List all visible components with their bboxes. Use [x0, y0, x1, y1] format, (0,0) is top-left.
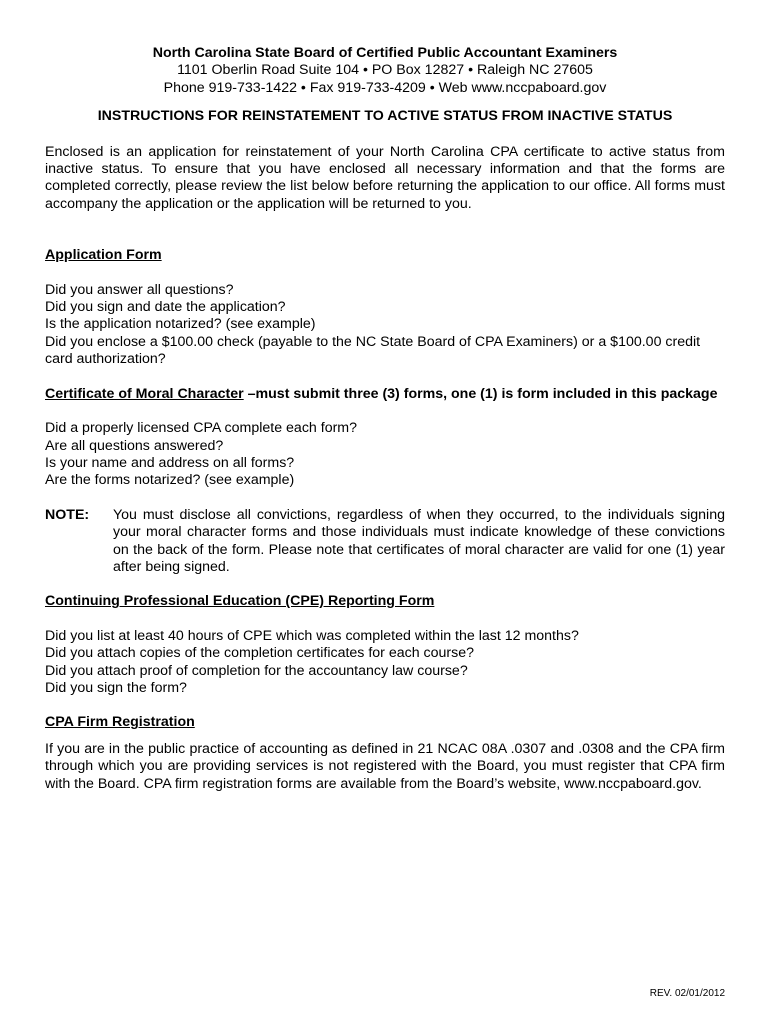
firm-registration-heading: CPA Firm Registration — [45, 714, 195, 731]
note-block — [45, 507, 725, 577]
list-item: Are all questions answered? — [45, 437, 224, 454]
list-item: Did a properly licensed CPA complete each form? — [45, 420, 358, 437]
cpe-heading: Continuing Professional Education (CPE) Reporting Form — [45, 593, 435, 610]
list-item: Did you attach proof of completion for the accountancy law course? — [45, 662, 468, 679]
letterhead — [45, 45, 725, 97]
list-item: Did you sign and date the application? — [45, 299, 286, 316]
revision-date: REV. 02/01/2012 — [649, 988, 725, 999]
firm-registration-text: If you are in the public practice of accounting as defined in 21 NCAC 08A .0307 and .0308 and the CPA firm through which you are providing services is not registered with the Board, you must register that CPA firm with the Board. CPA firm registration forms are available from the Board’s website, www.nccpaboard.gov. — [45, 740, 725, 792]
note-label: NOTE: — [45, 506, 90, 523]
list-item: Are the forms notarized? (see example) — [45, 472, 295, 489]
list-item: Did you list at least 40 hours of CPE which was completed within the last 12 months? — [45, 627, 579, 644]
list-item: Is the application notarized? (see example) — [45, 316, 316, 333]
list-item: Did you enclose a $100.00 check (payable to the NC State Board of CPA Examiners) or a $100.00 credit card authorization? — [45, 333, 701, 368]
note-text: You must disclose all convictions, regardless of when they occurred, to the individuals signing your moral character forms and those individuals must indicate knowledge of these convictions on the back of the form. Please note that certificates of moral character are valid for one (1) year after being signed. — [113, 506, 725, 575]
list-item: Did you answer all questions? — [45, 281, 234, 298]
list-item: Did you sign the form? — [45, 679, 187, 696]
list-item: Is your name and address on all forms? — [45, 454, 295, 471]
document-title: INSTRUCTIONS FOR REINSTATEMENT TO ACTIVE STATUS FROM INACTIVE STATUS — [97, 108, 673, 125]
moral-character-heading-title: Certificate of Moral Character — [45, 385, 244, 402]
document-page — [45, 45, 725, 793]
application-form-heading: Application Form — [45, 247, 162, 264]
moral-character-heading-suffix: –must submit three (3) forms, one (1) is form included in this package — [243, 385, 718, 402]
organization-address: 1101 Oberlin Road Suite 104 • PO Box 12827 • Raleigh NC 27605 — [177, 62, 593, 79]
intro-paragraph: Enclosed is an application for reinstatement of your North Carolina CPA certificate to active status from inactive status. To ensure that you have enclosed all necessary information and that the forms are completed correctly, please review the list below before returning the application to our office. All forms must accompany the application or the application will be returned to you. — [45, 143, 725, 212]
organization-name: North Carolina State Board of Certified Public Accountant Examiners — [152, 45, 618, 61]
application-form-checklist — [45, 282, 725, 369]
organization-contact: Phone 919-733-1422 • Fax 919-733-4209 • Web www.nccpaboard.gov — [163, 79, 607, 96]
cpe-checklist — [45, 628, 725, 698]
list-item: Did you attach copies of the completion certificates for each course? — [45, 645, 475, 662]
moral-character-heading — [45, 386, 725, 403]
moral-character-checklist — [45, 420, 725, 490]
